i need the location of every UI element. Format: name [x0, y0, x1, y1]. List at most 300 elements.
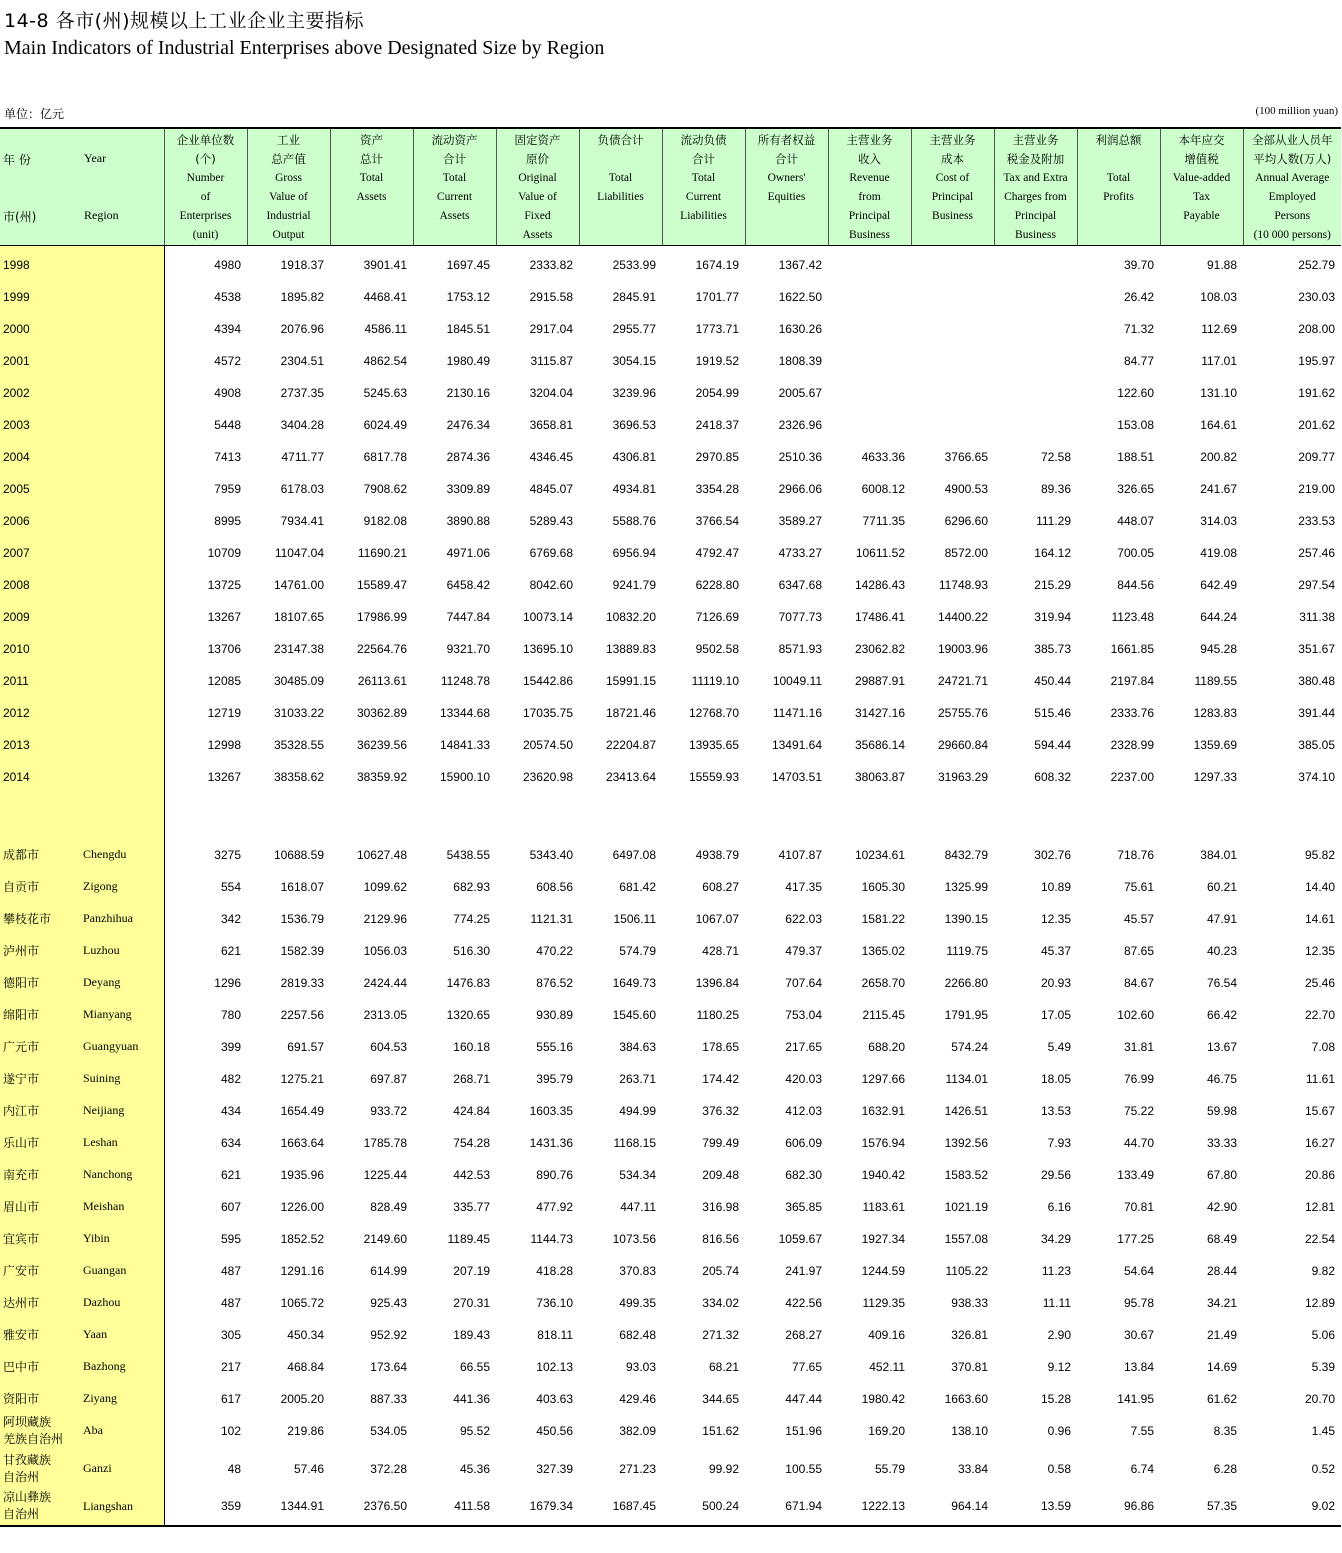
table-cell: 2424.44	[363, 975, 407, 990]
table-cell: 57.35	[1160, 1488, 1243, 1526]
table-cell: 60.21	[1206, 879, 1237, 894]
table-cell: 33.33	[1206, 1135, 1237, 1150]
table-cell: 1296	[214, 975, 241, 990]
table-cell: 95.78	[1123, 1295, 1154, 1310]
table-row	[0, 470, 1341, 502]
table-cell: 622.03	[785, 911, 822, 926]
table-cell: 91.88	[1206, 257, 1237, 272]
table-cell: 1392.56	[944, 1135, 988, 1150]
column-header-line: from	[858, 191, 881, 203]
table-cell: 417.35	[785, 879, 822, 894]
table-row	[0, 868, 1341, 900]
table-cell: 1581.22	[861, 911, 905, 926]
table-cell: 2129.96	[363, 911, 407, 926]
table-cell: 45.37	[1040, 943, 1071, 958]
column-header	[330, 128, 413, 246]
table-cell: 12.35	[1304, 943, 1335, 958]
table-cell: 35328.55	[273, 737, 324, 752]
table-cell: 14761.00	[273, 577, 324, 592]
table-cell: 297.54	[1298, 577, 1335, 592]
gap-cell	[496, 790, 579, 836]
table-cell: 3404.28	[280, 417, 324, 432]
column-header-line: Liabilities	[680, 210, 727, 222]
table-cell: 15900.10	[439, 769, 490, 784]
table-cell: 2845.91	[612, 289, 656, 304]
table-cell: 470.22	[536, 943, 573, 958]
table-cell: 399	[220, 1039, 241, 1054]
table-cell: 14400.22	[937, 609, 988, 624]
year-label: 2000	[0, 310, 83, 342]
table-cell	[994, 374, 1077, 406]
table-cell: 494.99	[619, 1103, 656, 1118]
table-cell: 23062.82	[854, 641, 905, 656]
table-cell	[828, 246, 911, 278]
table-cell: 4572	[214, 353, 241, 368]
table-cell: 33.84	[957, 1461, 988, 1476]
table-cell: 6.28	[1213, 1461, 1237, 1476]
region-name-en: Leshan	[83, 1124, 164, 1156]
year-header-cn: 年 份	[3, 153, 31, 167]
table-cell: 434	[220, 1103, 241, 1118]
table-cell: 4468.41	[363, 289, 407, 304]
table-row	[0, 1220, 1341, 1252]
table-row	[0, 534, 1341, 566]
table-cell: 111.29	[1036, 513, 1071, 528]
table-cell: 20.86	[1304, 1167, 1335, 1182]
column-header-line: 税金及附加	[1006, 152, 1065, 166]
table-cell: 189.43	[453, 1327, 490, 1342]
table-cell: 5448	[214, 417, 241, 432]
region-name-cn: 达州市	[0, 1284, 83, 1316]
table-cell: 5343.40	[529, 847, 573, 862]
table-cell: 1225.44	[363, 1167, 407, 1182]
year-label: 2009	[0, 598, 83, 630]
year-label: 2007	[0, 534, 83, 566]
table-cell: 1808.39	[778, 353, 822, 368]
year-label-spacer	[83, 470, 164, 502]
table-cell: 3766.54	[695, 513, 739, 528]
table-cell: 268.27	[785, 1327, 822, 1342]
gap-cell	[330, 790, 413, 836]
table-row	[0, 1124, 1341, 1156]
table-cell: 617	[220, 1391, 241, 1406]
column-header-line: Persons	[1274, 210, 1311, 222]
region-name-en: Ziyang	[83, 1380, 164, 1412]
table-cell: 1582.39	[280, 943, 324, 958]
table-cell: 697.87	[370, 1071, 407, 1086]
year-label-spacer	[83, 310, 164, 342]
year-label-spacer	[83, 342, 164, 374]
column-header	[994, 128, 1077, 246]
table-header-row	[0, 128, 1341, 246]
column-header-line: Business	[1015, 229, 1056, 241]
table-cell: 5588.76	[612, 513, 656, 528]
table-cell: 22.70	[1304, 1007, 1335, 1022]
table-row	[0, 278, 1341, 310]
table-cell: 2970.85	[695, 449, 739, 464]
table-cell: 374.10	[1298, 769, 1335, 784]
year-label: 2005	[0, 470, 83, 502]
table-cell: 13.59	[994, 1488, 1077, 1526]
table-cell: 1073.56	[612, 1231, 656, 1246]
table-cell: 574.79	[619, 943, 656, 958]
column-header-line	[580, 150, 662, 169]
table-cell: 84.67	[1123, 975, 1154, 990]
table-cell: 3589.27	[778, 513, 822, 528]
table-cell: 230.03	[1298, 289, 1335, 304]
column-header-line: 成本	[941, 152, 964, 166]
table-cell: 0.58	[1047, 1461, 1071, 1476]
table-cell: 688.20	[868, 1039, 905, 1054]
table-cell: 604.53	[370, 1039, 407, 1054]
table-cell: 1785.78	[363, 1135, 407, 1150]
region-name-cn: 攀枝花市	[0, 900, 83, 932]
table-cell: 1649.73	[612, 975, 656, 990]
column-header-line: 流动负债	[680, 133, 727, 147]
year-label-spacer	[83, 374, 164, 406]
table-cell: 45.36	[459, 1461, 490, 1476]
table-body	[0, 246, 1341, 1526]
table-row	[0, 1284, 1341, 1316]
table-cell: 890.76	[536, 1167, 573, 1182]
table-cell: 23620.98	[522, 769, 573, 784]
column-header-line: Fixed	[524, 210, 551, 222]
region-name-cn	[0, 1488, 83, 1526]
table-cell: 1134.01	[945, 1071, 988, 1086]
table-cell: 241.97	[785, 1263, 822, 1278]
table-cell: 2955.77	[612, 321, 656, 336]
column-header-line: 平均人数(万人)	[1253, 152, 1332, 166]
table-row	[0, 1028, 1341, 1060]
column-header-line: (unit)	[192, 229, 219, 241]
column-header-line: Total	[691, 172, 716, 184]
table-cell: 122.60	[1117, 385, 1154, 400]
table-cell: 555.16	[536, 1039, 573, 1054]
table-cell: 447.11	[620, 1199, 656, 1214]
column-header-line: Total	[442, 172, 467, 184]
column-header-line	[1078, 150, 1160, 169]
gap-cell	[828, 790, 911, 836]
table-cell: 621	[220, 943, 241, 958]
table-cell: 31033.22	[273, 705, 324, 720]
table-row	[0, 1450, 1341, 1488]
table-cell: 534.34	[619, 1167, 656, 1182]
table-cell: 1687.45	[579, 1488, 662, 1526]
table-cell: 2418.37	[695, 417, 739, 432]
table-cell: 682.48	[619, 1327, 656, 1342]
table-cell: 1297.66	[861, 1071, 905, 1086]
column-header-line: 流动资产	[431, 133, 478, 147]
column-header-line: Output	[272, 229, 305, 241]
year-label: 1998	[0, 246, 83, 278]
table-cell: 707.64	[785, 975, 822, 990]
table-cell: 102.13	[536, 1359, 573, 1374]
table-cell: 1940.42	[861, 1167, 905, 1182]
table-cell: 3309.89	[446, 481, 490, 496]
table-cell: 2005.67	[778, 385, 822, 400]
table-cell: 3115.87	[530, 353, 573, 368]
table-cell: 112.69	[1201, 321, 1237, 336]
table-cell: 6769.68	[529, 545, 573, 560]
table-cell: 642.49	[1200, 577, 1237, 592]
column-header-line: 收入	[858, 152, 881, 166]
table-cell: 215.29	[1034, 577, 1071, 592]
table-row	[0, 374, 1341, 406]
table-cell: 1344.91	[247, 1488, 330, 1526]
table-cell: 718.76	[1117, 847, 1154, 862]
table-cell: 217.65	[785, 1039, 822, 1054]
table-cell: 420.03	[785, 1071, 822, 1086]
table-cell: 11.11	[1042, 1295, 1071, 1310]
table-cell: 10688.59	[273, 847, 324, 862]
table-row	[0, 694, 1341, 726]
column-header-line: Value of	[269, 191, 308, 203]
table-row	[0, 900, 1341, 932]
table-cell: 391.44	[1298, 705, 1335, 720]
gap-cell	[164, 790, 247, 836]
table-cell: 682.30	[785, 1167, 822, 1182]
table-cell: 1545.60	[612, 1007, 656, 1022]
column-header	[1077, 128, 1160, 246]
table-cell: 30485.09	[273, 673, 324, 688]
table-cell: 429.46	[619, 1391, 656, 1406]
table-cell: 34.21	[1206, 1295, 1237, 1310]
table-cell	[911, 310, 994, 342]
table-cell: 12.35	[1040, 911, 1071, 926]
table-cell: 70.81	[1123, 1199, 1154, 1214]
table-cell: 1980.42	[861, 1391, 905, 1406]
table-row	[0, 310, 1341, 342]
column-header-line: 工业	[277, 133, 300, 147]
table-cell: 22.54	[1304, 1231, 1335, 1246]
table-cell: 607	[220, 1199, 241, 1214]
table-cell: 4938.79	[695, 847, 739, 862]
table-cell: 29.56	[1040, 1167, 1071, 1182]
table-cell	[994, 310, 1077, 342]
column-header-line: Tax	[1192, 191, 1211, 203]
year-label-spacer	[83, 598, 164, 630]
table-cell: 7.93	[1047, 1135, 1071, 1150]
table-cell: 799.49	[702, 1135, 739, 1150]
column-header	[579, 128, 662, 246]
table-cell: 18721.46	[605, 705, 656, 720]
table-cell: 2.90	[1047, 1327, 1071, 1342]
table-cell: 681.42	[619, 879, 656, 894]
column-header	[662, 128, 745, 246]
table-cell: 608.32	[1034, 769, 1071, 784]
table-cell: 7959	[214, 481, 241, 496]
region-name-cn: 宜宾市	[0, 1220, 83, 1252]
table-cell: 327.39	[536, 1461, 573, 1476]
table-cell: 47.91	[1206, 911, 1237, 926]
table-cell: 11.23	[1041, 1263, 1071, 1278]
column-header-line: Liabilities	[597, 191, 644, 203]
table-cell: 409.16	[868, 1327, 905, 1342]
table-cell	[828, 406, 911, 438]
table-cell: 4900.53	[944, 481, 988, 496]
gap-cell	[247, 790, 330, 836]
table-cell: 5289.43	[529, 513, 573, 528]
table-cell: 2917.04	[529, 321, 573, 336]
table-cell: 3204.04	[529, 385, 573, 400]
table-row	[0, 598, 1341, 630]
table-cell: 4586.11	[364, 321, 407, 336]
table-cell: 11748.93	[938, 577, 988, 592]
table-row	[0, 566, 1341, 598]
table-cell: 174.42	[702, 1071, 739, 1086]
table-cell: 10611.52	[855, 545, 905, 560]
region-name-en: Panzhihua	[83, 900, 164, 932]
region-name-cn-line: 凉山彝族	[3, 1490, 52, 1504]
table-cell	[911, 342, 994, 374]
table-cell: 102.60	[1117, 1007, 1154, 1022]
column-header-line: 原价	[526, 152, 549, 166]
gap-cell	[994, 790, 1077, 836]
table-cell	[828, 310, 911, 342]
table-cell: 7447.84	[446, 609, 490, 624]
region-name-en: Yaan	[83, 1316, 164, 1348]
region-name-en: Chengdu	[83, 836, 164, 868]
table-cell: 1661.85	[1110, 641, 1154, 656]
table-cell: 450.56	[536, 1423, 573, 1438]
table-cell: 816.56	[702, 1231, 739, 1246]
table-cell: 2130.16	[446, 385, 490, 400]
table-cell: 96.86	[1077, 1488, 1160, 1526]
table-cell	[994, 342, 1077, 374]
table-cell: 20574.50	[522, 737, 573, 752]
table-cell: 359	[164, 1488, 247, 1526]
table-cell: 700.05	[1117, 545, 1154, 560]
table-cell: 195.97	[1298, 353, 1335, 368]
region-name-cn: 成都市	[0, 836, 83, 868]
column-header-line: Value of	[518, 191, 557, 203]
table-cell: 2533.99	[612, 257, 656, 272]
region-name-cn: 广安市	[0, 1252, 83, 1284]
column-header-line: Industrial	[266, 210, 311, 222]
table-cell: 13695.10	[522, 641, 573, 656]
region-name-en: Dazhou	[83, 1284, 164, 1316]
table-cell: 7126.69	[695, 609, 739, 624]
table-cell: 164.12	[1034, 545, 1071, 560]
column-header-line: Assets	[522, 229, 553, 241]
table-cell: 108.03	[1200, 289, 1237, 304]
table-cell: 326.81	[951, 1327, 988, 1342]
table-cell: 2510.36	[778, 449, 822, 464]
gap-cell	[662, 790, 745, 836]
table-cell: 2313.05	[363, 1007, 407, 1022]
year-label: 2010	[0, 630, 83, 662]
table-cell: 270.31	[453, 1295, 490, 1310]
table-cell: 6008.12	[861, 481, 905, 496]
table-cell: 252.79	[1298, 257, 1335, 272]
region-name-cn: 绵阳市	[0, 996, 83, 1028]
table-cell: 1845.51	[446, 321, 490, 336]
region-name-en: Deyang	[83, 964, 164, 996]
table-cell: 9.82	[1311, 1263, 1335, 1278]
year-label-spacer	[83, 406, 164, 438]
table-cell: 2326.96	[778, 417, 822, 432]
table-cell: 3658.81	[529, 417, 573, 432]
table-cell: 12768.70	[688, 705, 739, 720]
year-label: 2011	[0, 662, 83, 694]
table-cell: 351.67	[1298, 641, 1335, 656]
region-name-cn	[0, 1412, 83, 1450]
table-cell	[911, 246, 994, 278]
year-label-spacer	[83, 438, 164, 470]
year-region-header	[0, 128, 164, 246]
page-title-cn: 14-8 各市(州)规模以上工业企业主要指标	[4, 10, 364, 32]
table-cell: 15442.86	[522, 673, 573, 688]
table-cell: 8571.93	[778, 641, 822, 656]
table-cell: 1365.02	[861, 943, 905, 958]
table-cell: 1067.07	[695, 911, 739, 926]
table-cell: 876.52	[536, 975, 573, 990]
table-cell: 774.25	[453, 911, 490, 926]
table-cell: 5.39	[1311, 1359, 1335, 1374]
table-cell: 1935.96	[280, 1167, 324, 1182]
table-cell: 26.42	[1123, 289, 1154, 304]
table-cell: 4394	[214, 321, 241, 336]
table-cell: 25.46	[1304, 975, 1335, 990]
table-cell: 5.49	[1047, 1039, 1071, 1054]
table-cell: 1773.71	[695, 321, 739, 336]
table-cell: 1753.12	[446, 289, 490, 304]
column-header	[1243, 128, 1341, 246]
column-header-line: 固定资产	[514, 133, 561, 147]
table-cell: 952.92	[370, 1327, 407, 1342]
table-cell: 487	[220, 1295, 241, 1310]
table-cell: 608.27	[702, 879, 739, 894]
table-row	[0, 932, 1341, 964]
year-label-spacer	[83, 566, 164, 598]
table-cell: 2197.84	[1110, 673, 1154, 688]
table-cell: 20.93	[1040, 975, 1071, 990]
column-header-line: Total	[1106, 172, 1131, 184]
table-cell: 442.53	[453, 1167, 490, 1182]
table-cell: 319.94	[1034, 609, 1071, 624]
table-cell: 2005.20	[280, 1391, 324, 1406]
table-cell: 23147.38	[273, 641, 324, 656]
table-cell: 1123.48	[1111, 609, 1154, 624]
table-cell: 72.58	[1040, 449, 1071, 464]
column-header-line: 本年应交	[1178, 133, 1225, 147]
table-cell: 1283.83	[1193, 705, 1237, 720]
region-name-cn-line: 自治州	[3, 1469, 40, 1484]
column-header-line: of	[200, 191, 211, 203]
gap-cell	[1243, 790, 1341, 836]
table-cell: 1359.69	[1193, 737, 1237, 752]
region-name-en: Meishan	[83, 1188, 164, 1220]
table-cell: 1168.15	[613, 1135, 656, 1150]
region-name-cn: 眉山市	[0, 1188, 83, 1220]
table-cell: 8042.60	[529, 577, 573, 592]
table-cell: 3766.65	[944, 449, 988, 464]
table-cell: 2819.33	[280, 975, 324, 990]
column-header-line: Payable	[1183, 210, 1220, 222]
table-cell: 2658.70	[861, 975, 905, 990]
table-cell: 1180.25	[696, 1007, 739, 1022]
column-header	[911, 128, 994, 246]
region-name-en: Zigong	[83, 868, 164, 900]
table-cell: 39.70	[1123, 257, 1154, 272]
table-cell: 1632.91	[861, 1103, 905, 1118]
region-name-en: Aba	[83, 1412, 164, 1450]
column-header-line: Principal	[1014, 210, 1057, 222]
year-label: 2012	[0, 694, 83, 726]
table-cell: 11690.21	[357, 545, 407, 560]
table-cell: 7413	[214, 449, 241, 464]
table-cell: 691.57	[287, 1039, 324, 1054]
